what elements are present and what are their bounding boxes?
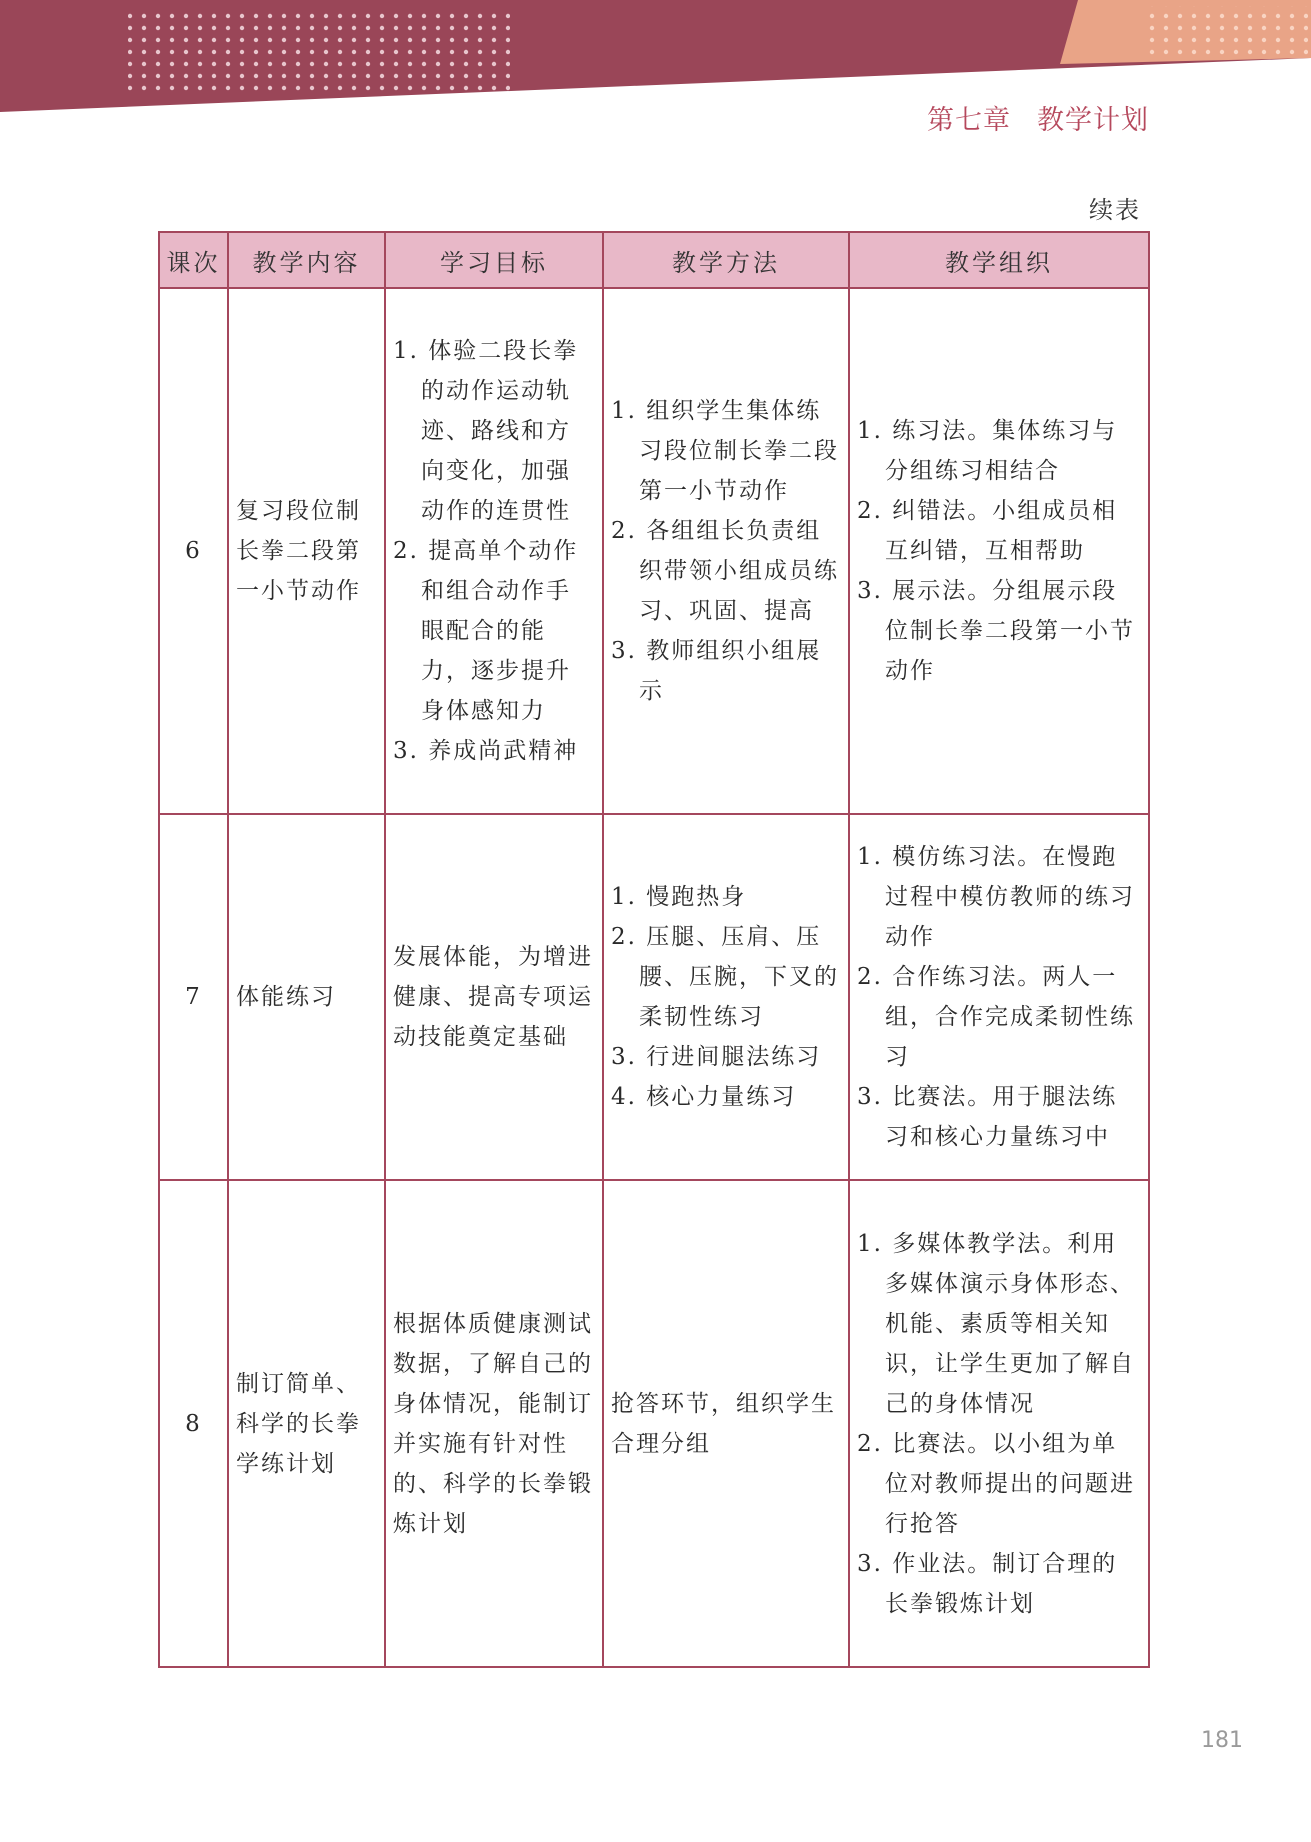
- lesson-content: 制订简单、科学的长拳学练计划: [228, 1180, 385, 1667]
- lesson-number: 7: [159, 814, 228, 1180]
- lesson-goals: 发展体能，为增进健康、提高专项运动技能奠定基础: [385, 814, 603, 1180]
- lesson-methods: [603, 288, 849, 814]
- list-item: 3. 比赛法。用于腿法练习和核心力量练习中: [857, 1084, 1118, 1150]
- lesson-organization: [849, 814, 1149, 1180]
- list-item: 2. 纠错法。小组成员相互纠错，互相帮助: [857, 498, 1118, 564]
- lesson-methods: 抢答环节，组织学生合理分组: [603, 1180, 849, 1667]
- list-item: 4. 核心力量练习: [611, 1084, 797, 1110]
- table-header-row: [159, 232, 1149, 288]
- chapter-section: 教学计划: [1037, 105, 1149, 136]
- header-content: 教学内容: [228, 232, 385, 288]
- lesson-goals: 根据体质健康测试数据，了解自己的身体情况，能制订并实施有针对性的、科学的长拳锻炼计划: [385, 1180, 603, 1667]
- table-row: [159, 288, 1149, 814]
- continued-label: 续表: [1089, 196, 1141, 224]
- header-banner: [0, 0, 1311, 112]
- list-item: 2. 比赛法。以小组为单位对教师提出的问题进行抢答: [857, 1430, 1135, 1537]
- header-methods: 教学方法: [603, 232, 849, 288]
- lesson-number: 8: [159, 1180, 228, 1667]
- list-item: 2. 提高单个动作和组合动作手眼配合的能力，逐步提升身体感知力: [393, 538, 579, 724]
- chapter-title: [927, 98, 1149, 137]
- lesson-methods: [603, 814, 849, 1180]
- list-item: 2. 各组组长负责组织带领小组成员练习、巩固、提高: [611, 518, 839, 624]
- header-goals: 学习目标: [385, 232, 603, 288]
- list-item: 3. 教师组织小组展示: [611, 638, 822, 704]
- list-item: 3. 养成尚武精神: [393, 738, 579, 764]
- chapter-number: 第七章: [927, 105, 1011, 136]
- list-item: 2. 压腿、压肩、压腰、压腕，下叉的柔韧性练习: [611, 924, 839, 1030]
- page-number: 181: [1201, 1728, 1243, 1753]
- banner-dots-left: [128, 8, 510, 92]
- lesson-goals: [385, 288, 603, 814]
- lesson-number: 6: [159, 288, 228, 814]
- list-item: 3. 展示法。分组展示段位制长拳二段第一小节动作: [857, 578, 1135, 684]
- table-row: [159, 1180, 1149, 1667]
- teaching-plan-table: [158, 231, 1150, 1668]
- table-row: [159, 814, 1149, 1180]
- list-item: 1. 组织学生集体练习段位制长拳二段第一小节动作: [611, 398, 839, 504]
- list-item: 2. 合作练习法。两人一组，合作完成柔韧性练习: [857, 964, 1135, 1070]
- list-item: 1. 多媒体教学法。利用多媒体演示身体形态、机能、素质等相关知识，让学生更加了解自己的身体情况: [857, 1230, 1135, 1417]
- list-item: 3. 行进间腿法练习: [611, 1044, 822, 1070]
- lesson-organization: [849, 288, 1149, 814]
- header-lesson: 课次: [159, 232, 228, 288]
- lesson-content: 体能练习: [228, 814, 385, 1180]
- list-item: 1. 体验二段长拳的动作运动轨迹、路线和方向变化，加强动作的连贯性: [393, 338, 579, 524]
- banner-dots-right: [1148, 6, 1308, 56]
- list-item: 1. 练习法。集体练习与分组练习相结合: [857, 418, 1118, 484]
- header-organization: 教学组织: [849, 232, 1149, 288]
- list-item: 1. 模仿练习法。在慢跑过程中模仿教师的练习动作: [857, 844, 1135, 950]
- lesson-organization: [849, 1180, 1149, 1667]
- lesson-content: 复习段位制长拳二段第一小节动作: [228, 288, 385, 814]
- list-item: 1. 慢跑热身: [611, 884, 747, 910]
- list-item: 3. 作业法。制订合理的长拳锻炼计划: [857, 1550, 1118, 1617]
